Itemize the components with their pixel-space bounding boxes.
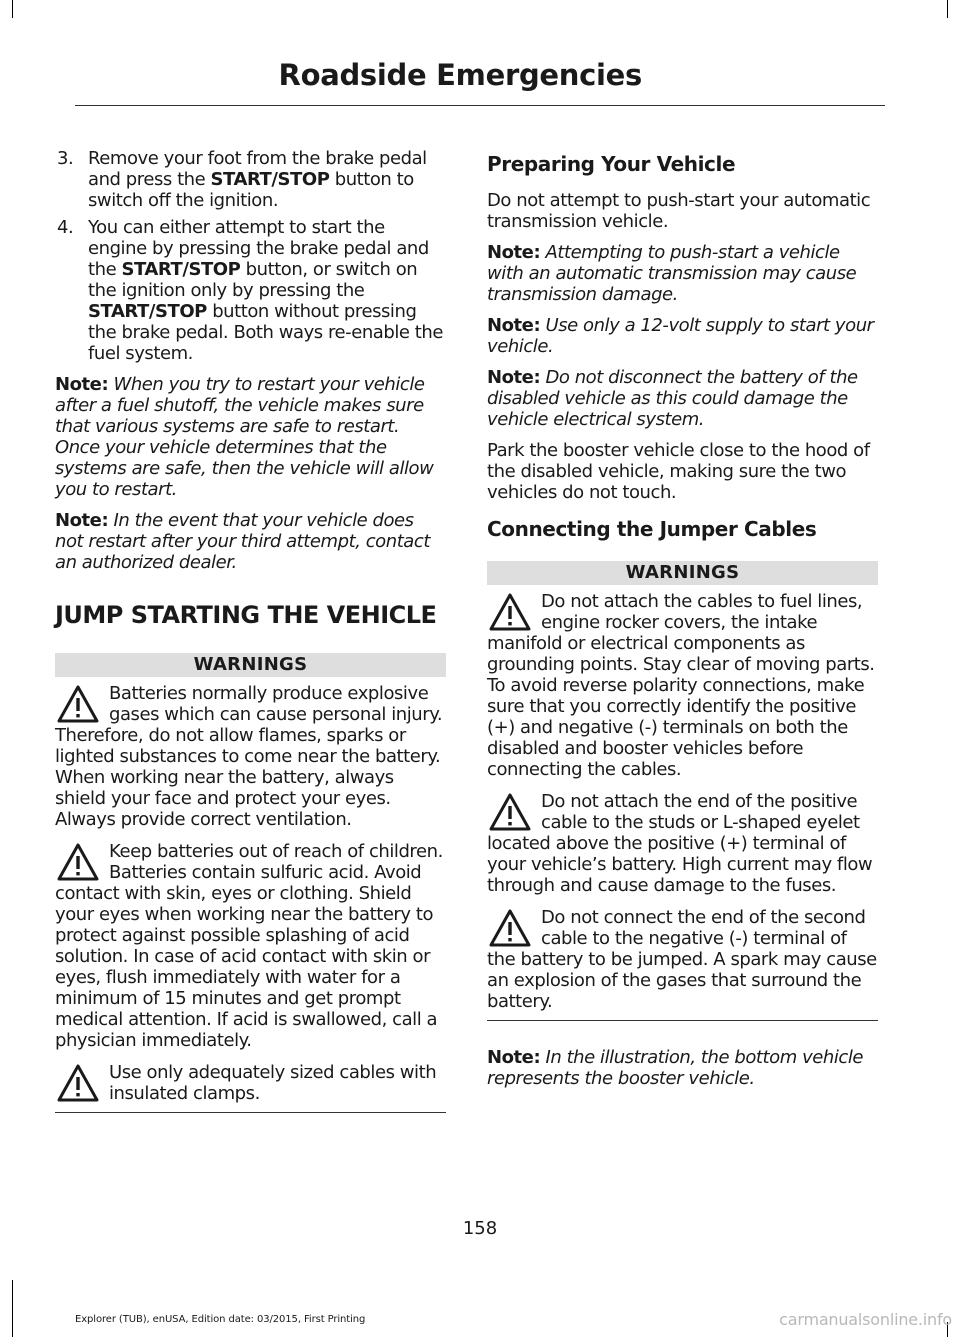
warning-triangle-icon — [55, 841, 101, 883]
warnings-end-rule — [487, 1020, 878, 1021]
left-column — [55, 148, 446, 1113]
note-label: Note: — [55, 510, 109, 531]
note-body: In the illustration, the bottom vehicle represents the booster vehicle. — [487, 1047, 864, 1089]
warnings-header: WARNINGS — [487, 561, 878, 585]
note-body: Attempting to push-start a vehicle with an automatic transmission may cause transmission damage. — [487, 242, 857, 305]
note — [487, 367, 878, 430]
right-column — [487, 148, 878, 1099]
paragraph: Do not attempt to push-start your automatic transmission vehicle. — [487, 190, 871, 232]
step-number: 4. — [57, 217, 74, 238]
note-label: Note: — [487, 367, 541, 388]
note — [55, 374, 446, 500]
warning-text: Do not attach the cables to fuel lines, engine rocker covers, the intake manifold or electrical components as grounding points. Stay clear of moving parts. To avoid reverse polarity connections, make sure that you correctly identify the positive (+) and negative (-) terminals on both the disabled and booster vehicles before connecting the cables. — [487, 591, 875, 780]
warning-text: Use only adequately sized cables with insulated clamps. — [109, 1062, 437, 1104]
crop-mark — [12, 1280, 13, 1337]
step-text: button to switch off the ignition. — [88, 169, 414, 211]
warning-text: Do not attach the end of the positive cable to the studs or L-shaped eyelet located above the positive (+) terminal of your vehicle’s battery. High current may flow through and cause damage to the fuses. — [487, 791, 873, 896]
note-body: Use only a 12-volt supply to start your vehicle. — [487, 315, 874, 357]
step-3 — [55, 148, 446, 211]
note — [487, 242, 878, 305]
warnings-header: WARNINGS — [55, 653, 446, 677]
step-4 — [55, 217, 446, 364]
note-body: When you try to restart your vehicle after a fuel shutoff, the vehicle makes sure that various systems are safe to restart. Once your vehicle determines that the systems are safe, then the vehicle will allow you to restart. — [55, 374, 434, 500]
paragraph: Park the booster vehicle close to the hood of the disabled vehicle, making sure the two vehicles do not touch. — [487, 440, 870, 503]
warning-item — [487, 591, 878, 780]
note-label: Note: — [487, 242, 541, 263]
warning-triangle-icon — [55, 1062, 101, 1104]
note-label: Note: — [487, 1047, 541, 1068]
step-text: button, or switch on the ignition only by pressing the — [88, 259, 418, 301]
warning-triangle-icon — [487, 791, 533, 833]
crop-mark — [947, 0, 948, 18]
page-number: 158 — [462, 1218, 498, 1239]
warning-item — [55, 1062, 446, 1104]
crop-mark — [12, 0, 13, 18]
step-number: 3. — [57, 148, 74, 169]
step-text: Remove your foot from the brake pedal and press the — [88, 148, 427, 190]
warning-item — [487, 791, 878, 896]
note-label: Note: — [55, 374, 109, 395]
warning-item — [55, 683, 446, 830]
footer-edition: Explorer (TUB), enUSA, Edition date: 03/2015, First Printing — [75, 1314, 366, 1325]
start-stop-keyword: START/STOP — [210, 169, 330, 190]
note — [487, 315, 878, 357]
warning-triangle-icon — [487, 907, 533, 949]
note-body: Do not disconnect the battery of the disabled vehicle as this could damage the vehicle electrical system. — [487, 367, 858, 430]
warning-triangle-icon — [487, 591, 533, 633]
note — [55, 510, 446, 573]
start-stop-keyword: START/STOP — [121, 259, 241, 280]
warning-text: Batteries normally produce explosive gases which can cause personal injury. Therefore, do not allow flames, sparks or lighted substances to come near the battery. When working near the battery, always shield your face and protect your eyes. Always provide correct ventilation. — [55, 683, 443, 830]
note-label: Note: — [487, 315, 541, 336]
watermark: carmanualsonline.info — [779, 1310, 952, 1329]
step-text: You can either attempt to start the engine by pressing the brake pedal and the — [88, 217, 429, 280]
header-rule — [75, 105, 885, 106]
warning-text: Keep batteries out of reach of children. Batteries contain sulfuric acid. Avoid contact with skin, eyes or clothing. Shield your eyes when working near the battery to protect against possible splashing of acid solution. In case of acid contact with skin or eyes, flush immediately with water for a minimum of 15 minutes and get prompt medical attention. If acid is swallowed, call a physician immediately. — [55, 841, 443, 1051]
subsection-title: Preparing Your Vehicle — [487, 152, 736, 176]
warning-text: Do not connect the end of the second cable to the negative (-) terminal of the battery to be jumped. A spark may cause an explosion of the gases that surround the battery. — [487, 907, 877, 1012]
section-title: JUMP STARTING THE VEHICLE — [55, 601, 437, 629]
warnings-end-rule — [55, 1112, 446, 1113]
subsection-title: Connecting the Jumper Cables — [487, 517, 817, 541]
warning-triangle-icon — [55, 683, 101, 725]
note — [487, 1047, 878, 1089]
page-title: Roadside Emergencies — [278, 58, 642, 92]
warning-item — [55, 841, 446, 1051]
note-body: In the event that your vehicle does not restart after your third attempt, contact an authorized dealer. — [55, 510, 430, 573]
start-stop-keyword: START/STOP — [88, 301, 207, 322]
warning-item — [487, 907, 878, 1012]
step-text: button without pressing the brake pedal. Both ways re-enable the fuel system. — [88, 301, 443, 364]
